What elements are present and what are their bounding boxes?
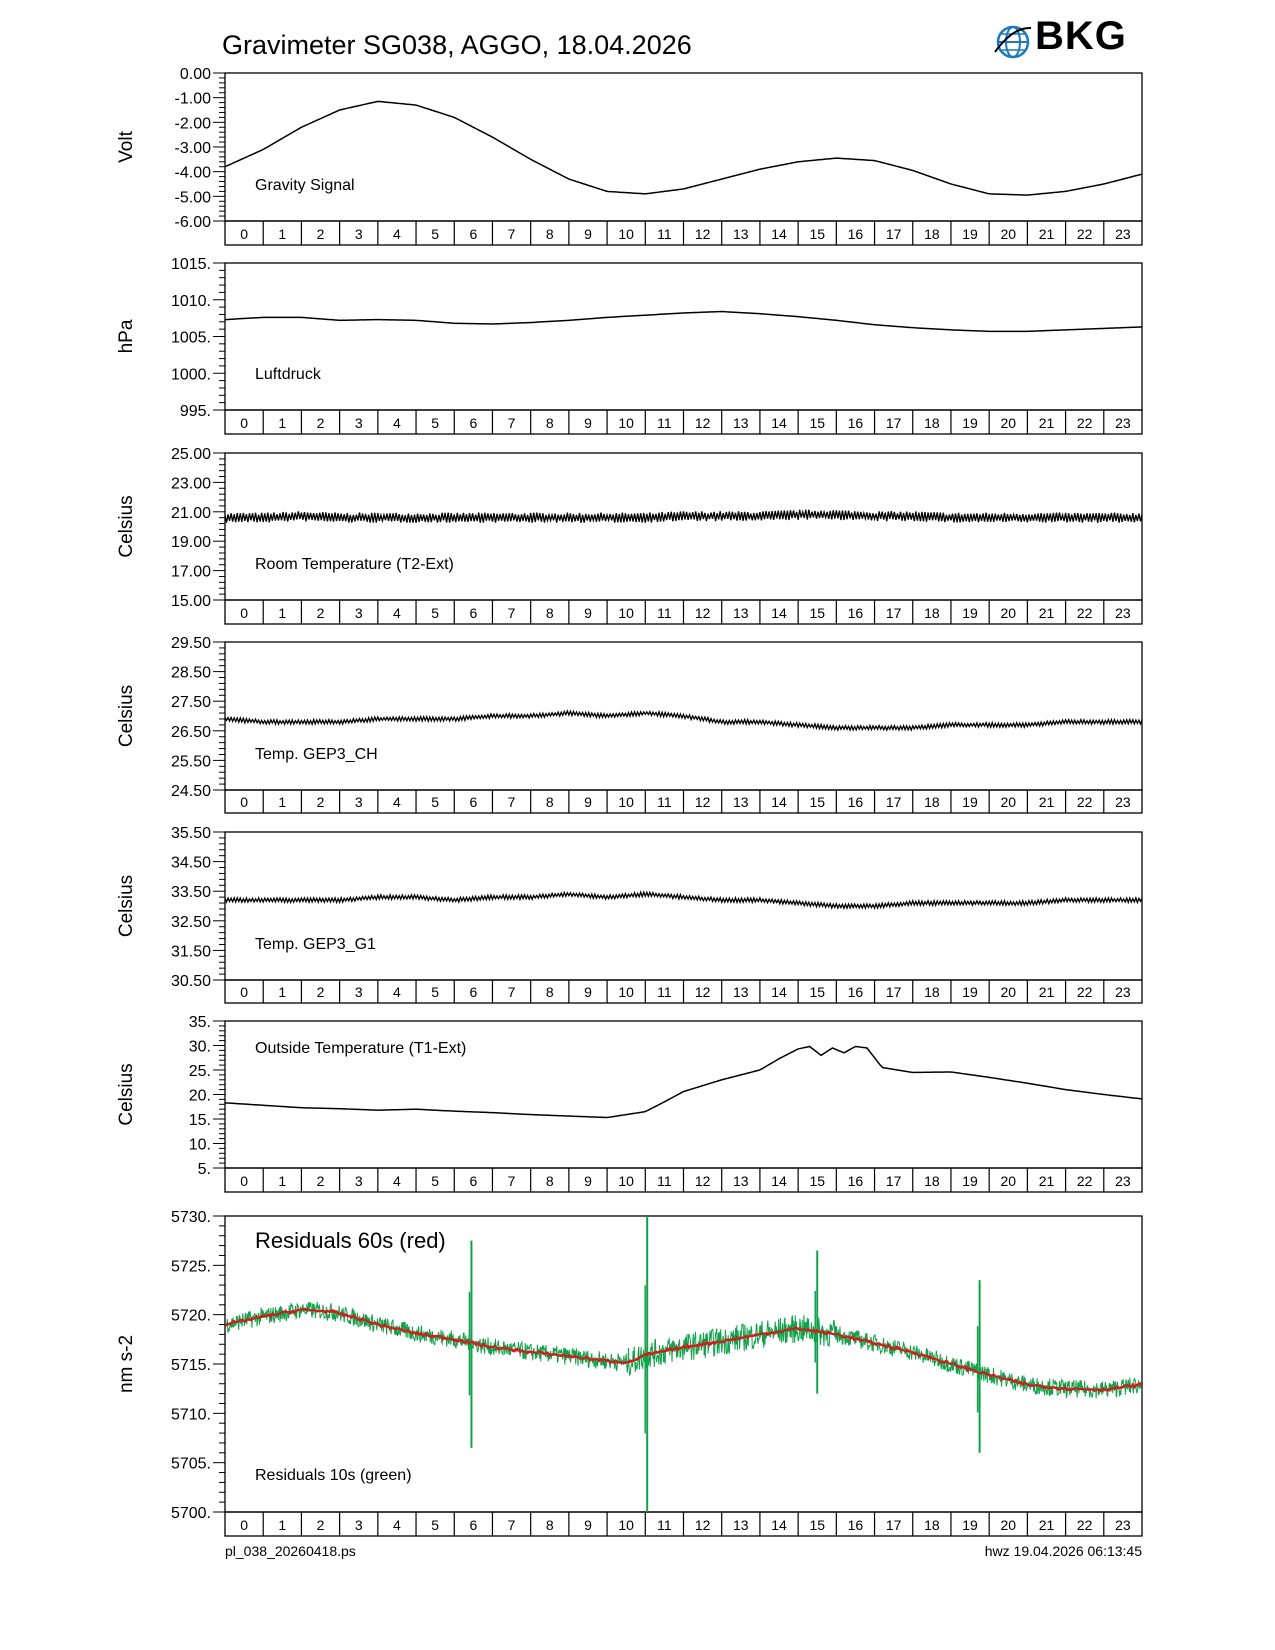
y-tick-label: -6.00 xyxy=(174,214,211,231)
x-tick-label: 9 xyxy=(584,794,592,810)
y-axis-label: Volt xyxy=(116,131,137,163)
x-tick-label: 22 xyxy=(1076,226,1093,242)
x-tick-label: 6 xyxy=(469,1173,478,1189)
chart-panel-4 xyxy=(116,635,1142,813)
x-tick-label: 20 xyxy=(1000,226,1017,242)
y-tick-label: 17.00 xyxy=(170,563,211,581)
x-tick-label: 10 xyxy=(618,984,634,1000)
x-tick-label: 16 xyxy=(847,605,864,621)
y-tick-label: 35.50 xyxy=(170,825,211,842)
plot-frame xyxy=(225,832,1142,980)
x-tick-label: 15 xyxy=(809,415,826,431)
y-tick-label: 15. xyxy=(188,1112,211,1129)
x-tick-label: 2 xyxy=(316,794,325,810)
x-tick-label: 20 xyxy=(1000,1517,1017,1533)
x-tick-label: 11 xyxy=(657,605,672,621)
x-tick-label: 8 xyxy=(545,605,554,621)
y-axis-label: Celsius xyxy=(116,1063,137,1126)
x-tick-label: 1 xyxy=(278,1517,287,1533)
x-tick-label: 11 xyxy=(657,415,672,431)
x-tick-label: 20 xyxy=(1000,605,1017,621)
plot-frame xyxy=(225,263,1142,410)
series-group xyxy=(225,312,1142,332)
x-tick-label: 12 xyxy=(694,1517,711,1533)
x-tick-label: 2 xyxy=(316,226,325,242)
x-tick-label: 1 xyxy=(278,415,287,431)
x-tick-label: 23 xyxy=(1115,605,1131,621)
y-tick-label: 23.00 xyxy=(170,475,211,493)
panel-label: Temp. GEP3_CH xyxy=(255,746,378,763)
x-tick-label: 9 xyxy=(584,415,592,431)
chart-panel-7 xyxy=(116,1209,1142,1536)
y-tick-label: 5715. xyxy=(170,1357,211,1374)
y-axis-label: Celsius xyxy=(116,874,137,938)
x-tick-label: 12 xyxy=(694,415,711,431)
x-tick-label: 5 xyxy=(431,226,440,242)
x-tick-label: 13 xyxy=(733,984,749,1000)
x-tick-label: 9 xyxy=(584,605,592,621)
y-tick-label: 30.50 xyxy=(170,973,211,990)
x-tick-label: 7 xyxy=(507,226,516,242)
series-group xyxy=(225,510,1142,523)
y-tick-label: 5720. xyxy=(170,1307,211,1325)
x-tick-label: 7 xyxy=(507,415,516,431)
x-tick-label: 5 xyxy=(431,1517,440,1533)
x-tick-label: 19 xyxy=(962,226,978,242)
y-tick-label: 30. xyxy=(188,1038,211,1056)
panel-label: Outside Temperature (T1-Ext) xyxy=(255,1040,467,1057)
x-tick-label: 0 xyxy=(240,794,249,810)
x-tick-label: 12 xyxy=(694,1173,711,1189)
x-tick-label: 18 xyxy=(924,794,940,810)
y-tick-label: 24.50 xyxy=(170,783,211,800)
x-tick-label: 18 xyxy=(924,1173,940,1189)
x-tick-label: 7 xyxy=(507,605,516,621)
panel-label: Gravity Signal xyxy=(255,177,355,194)
x-tick-label: 14 xyxy=(771,1517,787,1533)
x-tick-label: 15 xyxy=(809,226,826,242)
y-tick-label: 25.00 xyxy=(170,446,211,463)
x-tick-label: 12 xyxy=(694,984,711,1000)
panel-label: Temp. GEP3_G1 xyxy=(255,936,376,953)
x-tick-label: 20 xyxy=(1000,415,1017,431)
chart-panel-1 xyxy=(116,66,1142,245)
y-tick-label: 5730. xyxy=(170,1209,211,1226)
chart-panel-3 xyxy=(116,446,1142,624)
x-tick-label: 13 xyxy=(733,605,749,621)
x-tick-label: 20 xyxy=(1000,1173,1017,1189)
x-tick-label: 23 xyxy=(1115,226,1131,242)
x-tick-label: 23 xyxy=(1115,794,1131,810)
x-tick-label: 13 xyxy=(733,226,749,242)
y-tick-label: 21.00 xyxy=(170,504,211,522)
x-tick-label: 15 xyxy=(809,1517,826,1533)
series-line xyxy=(225,101,1142,195)
x-tick-label: 10 xyxy=(618,415,634,431)
series-group xyxy=(225,711,1142,730)
x-tick-label: 4 xyxy=(393,1517,401,1533)
x-tick-label: 6 xyxy=(469,226,478,242)
panel-label: Room Temperature (T2-Ext) xyxy=(255,556,454,573)
x-tick-label: 18 xyxy=(924,1517,940,1533)
x-tick-label: 0 xyxy=(240,605,249,621)
series-group xyxy=(225,101,1142,195)
y-tick-label: -1.00 xyxy=(174,90,211,108)
y-tick-label: 29.50 xyxy=(170,635,211,652)
x-tick-label: 6 xyxy=(469,415,478,431)
x-tick-label: 3 xyxy=(354,415,363,431)
x-tick-label: 3 xyxy=(354,984,363,1000)
x-tick-label: 17 xyxy=(885,1517,902,1533)
x-tick-label: 17 xyxy=(885,605,902,621)
x-tick-label: 21 xyxy=(1038,1517,1055,1533)
x-tick-label: 21 xyxy=(1038,415,1055,431)
footer-timestamp: hwz 19.04.2026 06:13:45 xyxy=(984,1543,1142,1559)
panel-label: Residuals 10s (green) xyxy=(255,1467,412,1484)
y-tick-label: 34.50 xyxy=(170,854,211,872)
x-tick-label: 14 xyxy=(771,605,787,621)
x-tick-label: 9 xyxy=(584,226,592,242)
x-tick-label: 21 xyxy=(1038,605,1055,621)
x-tick-label: 6 xyxy=(469,984,478,1000)
x-tick-label: 14 xyxy=(771,226,787,242)
x-tick-label: 21 xyxy=(1038,1173,1055,1189)
x-tick-label: 5 xyxy=(431,794,440,810)
x-tick-label: 0 xyxy=(240,1173,249,1189)
x-tick-label: 9 xyxy=(584,1173,592,1189)
x-tick-label: 16 xyxy=(847,1517,864,1533)
x-tick-label: 14 xyxy=(771,415,787,431)
series-line xyxy=(225,892,1142,908)
x-tick-label: 14 xyxy=(771,984,787,1000)
x-tick-label: 3 xyxy=(354,1517,363,1533)
x-tick-label: 3 xyxy=(354,605,363,621)
x-tick-label: 15 xyxy=(809,605,826,621)
x-tick-label: 21 xyxy=(1038,794,1055,810)
x-tick-label: 10 xyxy=(618,794,634,810)
x-tick-label: 13 xyxy=(733,794,749,810)
x-tick-label: 11 xyxy=(657,1517,672,1533)
series-group xyxy=(225,1046,1142,1117)
x-tick-label: 0 xyxy=(240,226,249,242)
y-axis-label: hPa xyxy=(116,319,137,354)
x-tick-label: 17 xyxy=(885,794,902,810)
x-tick-label: 6 xyxy=(469,605,478,621)
y-tick-label: -2.00 xyxy=(174,115,211,133)
y-tick-label: 1010. xyxy=(170,292,211,310)
x-tick-label: 4 xyxy=(393,605,401,621)
x-tick-label: 5 xyxy=(431,1173,440,1189)
y-tick-label: 5705. xyxy=(170,1455,211,1473)
x-tick-label: 5 xyxy=(431,984,440,1000)
series-line xyxy=(225,711,1142,730)
x-tick-label: 21 xyxy=(1038,984,1055,1000)
x-tick-label: 0 xyxy=(240,415,249,431)
x-tick-label: 7 xyxy=(507,794,516,810)
series-line-green xyxy=(225,1302,1142,1399)
y-tick-label: 5700. xyxy=(170,1505,211,1522)
series-line xyxy=(225,1046,1142,1117)
x-tick-label: 7 xyxy=(507,1173,516,1189)
y-tick-label: 1000. xyxy=(170,366,211,384)
x-tick-label: 19 xyxy=(962,984,978,1000)
logo-text: BKG xyxy=(1035,14,1127,58)
x-tick-label: 14 xyxy=(771,794,787,810)
y-tick-label: 15.00 xyxy=(170,593,211,610)
x-tick-label: 16 xyxy=(847,415,864,431)
x-tick-label: 18 xyxy=(924,984,940,1000)
x-tick-label: 7 xyxy=(507,984,516,1000)
panel-label: Luftdruck xyxy=(255,366,321,383)
y-tick-label: 25.50 xyxy=(170,753,211,771)
y-axis-label: nm s-2 xyxy=(116,1334,137,1394)
x-tick-label: 17 xyxy=(885,1173,902,1189)
x-tick-label: 14 xyxy=(771,1173,787,1189)
x-tick-label: 4 xyxy=(393,794,401,810)
x-tick-label: 4 xyxy=(393,984,401,1000)
x-tick-label: 15 xyxy=(809,794,826,810)
y-tick-label: 5725. xyxy=(170,1258,211,1276)
y-tick-label: 33.50 xyxy=(170,884,211,902)
footer-filename: pl_038_20260418.ps xyxy=(225,1543,356,1559)
chart-panel-2 xyxy=(116,256,1142,434)
x-tick-label: 2 xyxy=(316,415,325,431)
y-tick-label: 1015. xyxy=(170,256,211,273)
panel-label-top: Residuals 60s (red) xyxy=(255,1228,446,1253)
x-tick-label: 18 xyxy=(924,415,940,431)
y-tick-label: 31.50 xyxy=(170,943,211,961)
x-tick-label: 3 xyxy=(354,1173,363,1189)
x-tick-label: 15 xyxy=(809,984,826,1000)
x-tick-label: 19 xyxy=(962,1173,978,1189)
x-tick-label: 9 xyxy=(584,1517,592,1533)
x-tick-label: 23 xyxy=(1115,1173,1131,1189)
x-tick-label: 23 xyxy=(1115,1517,1131,1533)
y-tick-label: 5. xyxy=(197,1161,211,1178)
x-tick-label: 2 xyxy=(316,1173,325,1189)
x-tick-label: 2 xyxy=(316,1517,325,1533)
x-tick-label: 11 xyxy=(657,984,672,1000)
x-tick-label: 12 xyxy=(694,794,711,810)
x-tick-label: 16 xyxy=(847,984,864,1000)
y-tick-label: -4.00 xyxy=(174,164,211,182)
x-tick-label: 11 xyxy=(657,226,672,242)
x-tick-label: 10 xyxy=(618,1173,634,1189)
x-tick-label: 8 xyxy=(545,794,554,810)
x-tick-label: 1 xyxy=(278,226,287,242)
x-tick-label: 13 xyxy=(733,415,749,431)
y-tick-label: -5.00 xyxy=(174,189,211,207)
x-tick-label: 18 xyxy=(924,226,940,242)
x-tick-label: 10 xyxy=(618,226,634,242)
plot-frame xyxy=(225,453,1142,600)
x-tick-label: 3 xyxy=(354,794,363,810)
series-line xyxy=(225,510,1142,523)
y-tick-label: 0.00 xyxy=(179,66,211,83)
y-tick-label: 35. xyxy=(188,1014,211,1031)
x-tick-label: 5 xyxy=(431,415,440,431)
x-tick-label: 4 xyxy=(393,415,401,431)
x-tick-label: 17 xyxy=(885,226,902,242)
x-tick-label: 23 xyxy=(1115,984,1131,1000)
y-tick-label: 28.50 xyxy=(170,664,211,682)
x-tick-label: 6 xyxy=(469,794,478,810)
x-tick-label: 22 xyxy=(1076,794,1093,810)
x-tick-label: 16 xyxy=(847,794,864,810)
series-group xyxy=(225,892,1142,908)
x-tick-label: 2 xyxy=(316,984,325,1000)
x-tick-label: 7 xyxy=(507,1517,516,1533)
x-tick-label: 22 xyxy=(1076,1173,1093,1189)
y-tick-label: 25. xyxy=(188,1063,211,1080)
y-axis-label: Celsius xyxy=(116,495,137,558)
x-tick-label: 1 xyxy=(278,605,287,621)
x-tick-label: 11 xyxy=(657,1173,672,1189)
x-tick-label: 8 xyxy=(545,226,554,242)
x-tick-label: 23 xyxy=(1115,415,1131,431)
x-tick-label: 1 xyxy=(278,1173,287,1189)
y-tick-label: 32.50 xyxy=(170,913,211,931)
y-tick-label: 1005. xyxy=(170,329,211,347)
plot-frame xyxy=(225,73,1142,221)
x-tick-label: 0 xyxy=(240,984,249,1000)
x-tick-label: 17 xyxy=(885,984,902,1000)
x-tick-label: 16 xyxy=(847,226,864,242)
x-tick-label: 17 xyxy=(885,415,902,431)
chart-panel-6 xyxy=(116,1014,1142,1192)
y-axis-label: Celsius xyxy=(116,684,137,748)
x-tick-label: 19 xyxy=(962,415,978,431)
x-tick-label: 8 xyxy=(545,1173,554,1189)
y-tick-label: -3.00 xyxy=(174,140,211,157)
x-tick-label: 12 xyxy=(694,605,711,621)
x-tick-label: 4 xyxy=(393,226,401,242)
y-tick-label: 995. xyxy=(179,403,211,420)
x-tick-label: 19 xyxy=(962,794,978,810)
x-tick-label: 3 xyxy=(354,226,363,242)
x-tick-label: 13 xyxy=(733,1517,749,1533)
x-tick-label: 15 xyxy=(809,1173,826,1189)
x-tick-label: 8 xyxy=(545,984,554,1000)
page-title: Gravimeter SG038, AGGO, 18.04.2026 xyxy=(222,30,692,60)
x-tick-label: 2 xyxy=(316,605,325,621)
x-tick-label: 13 xyxy=(733,1173,749,1189)
x-tick-label: 10 xyxy=(618,1517,634,1533)
x-tick-label: 12 xyxy=(694,226,711,242)
x-tick-label: 8 xyxy=(545,1517,554,1533)
x-tick-label: 21 xyxy=(1038,226,1055,242)
x-tick-label: 18 xyxy=(924,605,940,621)
y-tick-label: 26.50 xyxy=(170,723,211,741)
y-tick-label: 10. xyxy=(188,1136,211,1154)
y-tick-label: 19.00 xyxy=(170,534,211,552)
x-tick-label: 22 xyxy=(1076,605,1093,621)
x-tick-label: 22 xyxy=(1076,1517,1093,1533)
x-tick-label: 4 xyxy=(393,1173,401,1189)
x-tick-label: 5 xyxy=(431,605,440,621)
x-tick-label: 6 xyxy=(469,1517,478,1533)
x-tick-label: 20 xyxy=(1000,984,1017,1000)
x-tick-label: 19 xyxy=(962,605,978,621)
x-tick-label: 16 xyxy=(847,1173,864,1189)
x-tick-label: 0 xyxy=(240,1517,249,1533)
series-line xyxy=(225,312,1142,332)
x-tick-label: 1 xyxy=(278,794,287,810)
x-tick-label: 19 xyxy=(962,1517,978,1533)
x-tick-label: 1 xyxy=(278,984,287,1000)
x-tick-label: 10 xyxy=(618,605,634,621)
x-tick-label: 22 xyxy=(1076,415,1093,431)
y-tick-label: 27.50 xyxy=(170,694,211,712)
x-tick-label: 8 xyxy=(545,415,554,431)
y-tick-label: 20. xyxy=(188,1087,211,1105)
x-tick-label: 22 xyxy=(1076,984,1093,1000)
chart-panel-5 xyxy=(116,825,1142,1003)
y-tick-label: 5710. xyxy=(170,1406,211,1424)
x-tick-label: 11 xyxy=(657,794,672,810)
x-tick-label: 9 xyxy=(584,984,592,1000)
x-tick-label: 20 xyxy=(1000,794,1017,810)
